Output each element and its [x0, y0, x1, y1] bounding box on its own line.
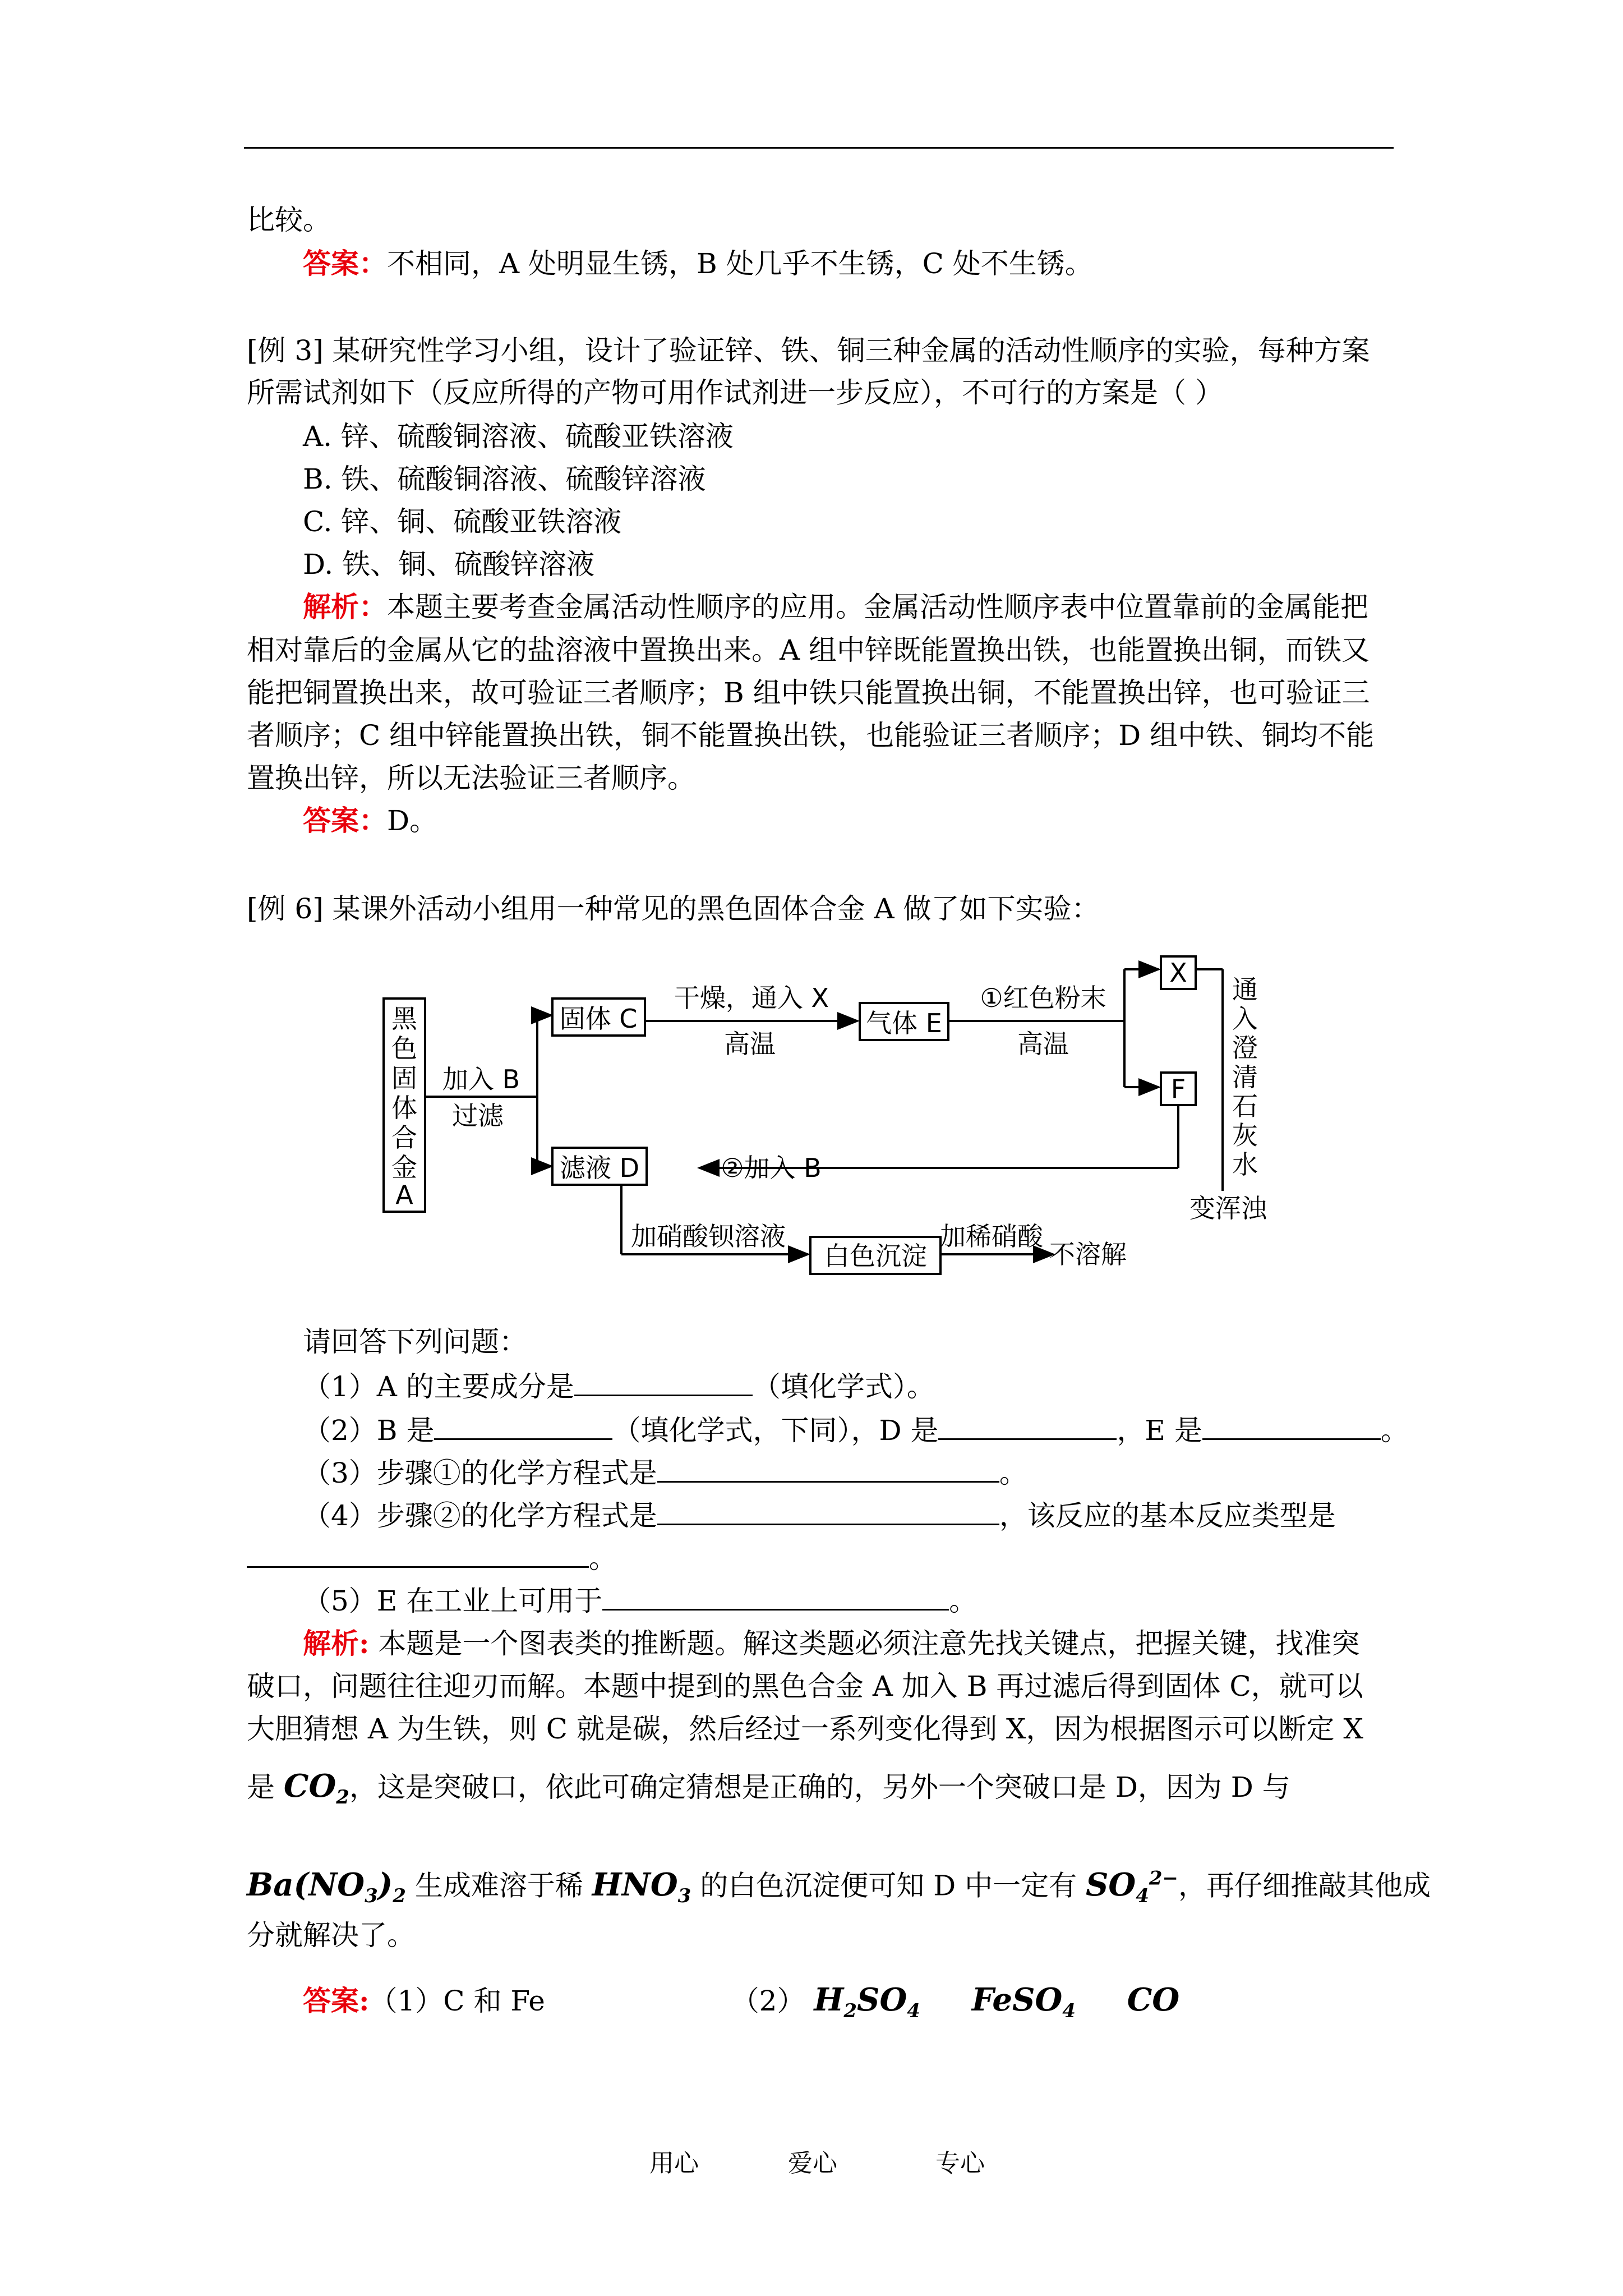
analysis-line: 破口，问题往往迎刃而解。本题中提到的黑色合金 A 加入 B 再过滤后得到固体 C，就可以	[247, 1670, 1363, 1703]
answer-blank	[247, 1539, 589, 1568]
formula-h2so4: $H_2SO_4$	[814, 1981, 920, 2023]
limewater-char: 通	[1232, 974, 1258, 1005]
example3-question: 所需试剂如下（反应所得的产物可用作试剂进一步反应），不可行的方案是（ ）	[247, 376, 1223, 409]
f-label: F	[1170, 1074, 1186, 1104]
limewater-char: 水	[1232, 1149, 1258, 1180]
analysis-line: 分就解决了。	[247, 1919, 415, 1952]
analysis-line: 解析: 本题是一个图表类的推断题。解这类题必须注意先找关键点，把握关键，找准突	[303, 1627, 1360, 1660]
answer-blank	[1202, 1411, 1381, 1440]
option-b: B. 铁、硫酸铜溶液、硫酸锌溶液	[303, 463, 706, 495]
answer-blank	[434, 1411, 612, 1440]
limewater-char: 清	[1232, 1062, 1258, 1092]
dry-label: 干燥，通入 X	[674, 983, 829, 1013]
analysis-label: 解析:	[303, 1627, 370, 1660]
flowchart-diagram	[359, 942, 1284, 1301]
alloy-char: 金	[391, 1152, 417, 1182]
cloudy-label: 变浑浊	[1189, 1193, 1267, 1223]
high-temp-label: 高温	[1017, 1029, 1069, 1059]
option-a: A. 锌、硫酸铜溶液、硫酸亚铁溶液	[303, 420, 734, 453]
add-bano3-label: 加硝酸钡溶液	[631, 1221, 786, 1251]
analysis-line: 是 $CO_2$，这是突破口，依此可确定猜想是正确的，另外一个突破口是 D，因为 D 与	[247, 1768, 1290, 1809]
answer-label: 答案：	[303, 804, 387, 837]
answer-blank	[657, 1454, 999, 1483]
alloy-char: 色	[391, 1033, 417, 1064]
question-4-cont: 。	[247, 1539, 617, 1576]
analysis-line: 相对靠后的金属从它的盐溶液中置换出来。A 组中锌既能置换出铁，也能置换出铜，而铁又	[247, 634, 1370, 666]
footer-text: 用心	[649, 2149, 699, 2178]
analysis-line: 者顺序；C 组中锌能置换出铁，铜不能置换出铁，也能验证三者顺序；D 组中铁、铜均不能	[247, 719, 1375, 752]
analysis-line: 置换出锌，所以无法验证三者顺序。	[247, 762, 695, 794]
analysis-line: $Ba(NO_3)_2$ 生成难溶于稀 $HNO_3$ 的白色沉淀便可知 D 中一定有 $SO_4^{2-}$，再仔细推敲其他成	[247, 1866, 1431, 1907]
alloy-char: 体	[391, 1093, 417, 1123]
limewater-char: 澄	[1232, 1033, 1258, 1063]
add-hno3-label: 加稀硝酸	[940, 1221, 1043, 1251]
question-5: （5）E 在工业上可用于 。	[303, 1582, 977, 1619]
option-d: D. 铁、铜、硫酸锌溶液	[303, 548, 595, 581]
answer-blank	[602, 1582, 949, 1611]
analysis-line: 能把铜置换出来，故可验证三者顺序；B 组中铁只能置换出铜，不能置换出锌，也可验证三	[247, 677, 1370, 709]
alloy-char: 合	[391, 1122, 417, 1153]
formula-co: CO	[1127, 1981, 1180, 2018]
gas-e-label: 气体 E	[866, 1008, 942, 1038]
question-4: （4）步骤②的化学方程式是 ，该反应的基本反应类型是	[303, 1497, 1336, 1534]
question-2: （2）B 是 （填化学式，下同），D 是 ，E 是 。	[303, 1411, 1409, 1448]
example6-question: [例 6] 某课外活动小组用一种常见的黑色固体合金 A 做了如下实验：	[247, 892, 1100, 925]
analysis-label: 解析：	[303, 590, 387, 623]
limewater-char: 石	[1232, 1091, 1258, 1121]
filtrate-d-label: 滤液 D	[559, 1153, 640, 1183]
answer-label: 答案：	[303, 247, 387, 280]
insoluble-label: 不溶解	[1049, 1239, 1127, 1269]
high-temp-label: 高温	[724, 1029, 776, 1059]
example3-question: [例 3] 某研究性学习小组，设计了验证锌、铁、铜三种金属的活动性顺序的实验，每种方案	[247, 334, 1370, 367]
question-1: （1）A 的主要成分是 （填化学式）。	[303, 1368, 935, 1405]
alloy-char: 黑	[391, 1004, 417, 1034]
footer-text: 爱心	[788, 2149, 837, 2178]
answer-line: 答案：不相同，A 处明显生锈，B 处几乎不生锈，C 处不生锈。	[303, 247, 1093, 280]
step2-label: ②加入 B	[721, 1153, 822, 1183]
alloy-char: A	[395, 1180, 413, 1210]
text-line: 比较。	[247, 204, 331, 236]
answer-blank	[938, 1411, 1117, 1440]
limewater-char: 灰	[1232, 1120, 1258, 1151]
footer-text: 专心	[935, 2149, 985, 2178]
formula-so4: $SO_4^{2-}$	[1085, 1866, 1179, 1907]
formula-feso4: FeSO$_4$	[971, 1981, 1076, 2023]
solid-c-label: 固体 C	[559, 1004, 638, 1034]
step1-label: ①红色粉末	[980, 983, 1106, 1013]
option-c: C. 锌、铜、硫酸亚铁溶液	[303, 505, 622, 538]
answer-line: 答案:（1）C 和 Fe （2） $H_2SO_4$ FeSO$_4$ CO	[303, 1981, 1180, 2023]
analysis-line: 大胆猜想 A 为生铁，则 C 就是碳，然后经过一系列变化得到 X，因为根据图示可以断定 X	[247, 1713, 1363, 1745]
formula-co2: $CO_2$	[283, 1768, 349, 1809]
header-rule	[244, 147, 1394, 149]
formula-hno3: $HNO_3$	[592, 1866, 691, 1907]
answer-blank	[657, 1497, 999, 1525]
answer-label: 答案:	[303, 1984, 370, 2017]
limewater-char: 入	[1232, 1004, 1258, 1034]
question-intro: 请回答下列问题：	[303, 1326, 527, 1358]
filter-label: 过滤	[452, 1101, 504, 1131]
add-b-label: 加入 B	[442, 1064, 520, 1094]
formula-ba-no3-2: $Ba(NO_3)_2$	[247, 1866, 406, 1907]
alloy-char: 固	[391, 1063, 417, 1093]
answer-blank	[574, 1368, 753, 1396]
white-precipitate-label: 白色沉淀	[824, 1241, 927, 1271]
analysis-line: 解析：本题主要考查金属活动性顺序的应用。金属活动性顺序表中位置靠前的金属能把	[303, 590, 1368, 623]
x-label: X	[1169, 958, 1187, 988]
question-3: （3）步骤①的化学方程式是 。	[303, 1454, 1027, 1491]
answer-line: 答案：D。	[303, 804, 438, 837]
